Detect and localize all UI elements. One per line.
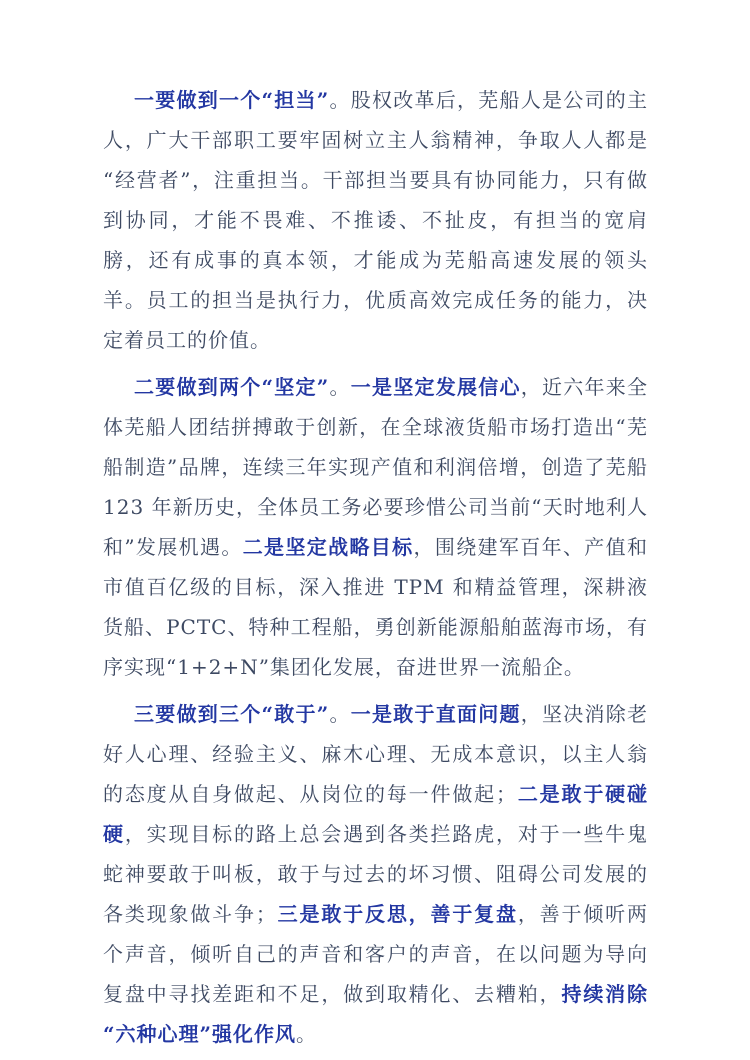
emphasis-text-run: 一是坚定发展信心 <box>350 375 521 399</box>
body-text-run: ，坚决消除老好人心理、经验主义、麻木心理、无成本意识，以主人翁的态度从自身做起、从岗位的每一件做起； <box>103 702 649 806</box>
body-text-run: 。股权改革后，芜船人是公司的主人，广大干部职工要牢固树立主人翁精神，争取人人都是“经营者”，注重担当。干部担当要具有协同能力，只有做到协同，才能不畏难、不推诿、不扯皮，有担当的宽肩膀，还有成事的真本领，才能成为芜船高速发展的领头羊。员工的担当是执行力，优质高效完成任务的能力，决定着员工的价值。 <box>103 88 649 352</box>
body-text-run: 。 <box>329 702 351 726</box>
emphasis-text-run: 三是敢于反思，善于复盘 <box>276 902 518 926</box>
emphasis-text-run: 三要做到三个“敢于” <box>134 702 330 726</box>
body-text-run: ，围绕建军百年、产值和市值百亿级的目标，深入推进 TPM 和精益管理，深耕液货船、PCTC、特种工程船，勇创新能源船舶蓝海市场，有序实现“1+2+N”集团化发展，奋进世界一流船企。 <box>103 535 649 679</box>
paragraph <box>103 367 648 687</box>
paragraph <box>103 80 648 360</box>
emphasis-text-run: 一要做到一个“担当” <box>134 88 330 112</box>
body-text-run: 。 <box>296 1022 318 1046</box>
document-body <box>103 80 648 1054</box>
emphasis-text-run: 二要做到两个“坚定” <box>134 375 330 399</box>
body-text-run: ，实现目标的路上总会遇到各类拦路虎，对于一些牛鬼蛇神要敢于叫板，敢于与过去的坏习惯、阻碍公司发展的各类现象做斗争； <box>103 822 649 926</box>
body-text-run: ，善于倾听两个声音，倾听自己的声音和客户的声音，在以问题为导向复盘中寻找差距和不足，做到取精化、去糟粕， <box>103 902 649 1006</box>
body-text-run: ，近六年来全体芜船人团结拼搏敢于创新，在全球液货船市场打造出“芜船制造”品牌，连续三年实现产值和利润倍增，创造了芜船 123 年新历史，全体员工务必要珍惜公司当前“天时地利人和”发展机遇。 <box>103 375 649 559</box>
emphasis-text-run: 二是敢于硬碰硬 <box>103 782 648 846</box>
emphasis-text-run: 持续消除“六种心理”强化作风 <box>103 982 649 1046</box>
emphasis-text-run: 一是敢于直面问题 <box>350 702 521 726</box>
emphasis-text-run: 二是坚定战略目标 <box>242 535 414 559</box>
paragraph <box>103 694 648 1054</box>
body-text-run: 。 <box>329 375 351 399</box>
